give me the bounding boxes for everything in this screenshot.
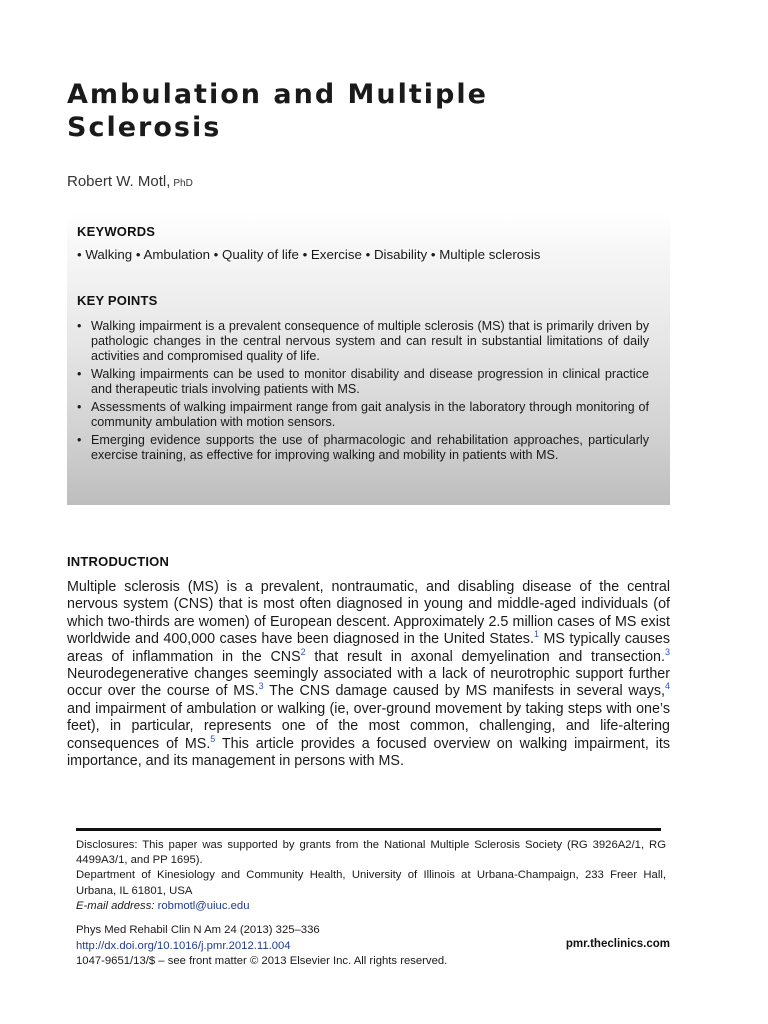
- email-link[interactable]: robmotl@uiuc.edu: [157, 899, 250, 912]
- bullet-icon: •: [77, 367, 82, 381]
- key-points-heading: KEY POINTS: [77, 293, 158, 308]
- introduction-paragraph: [67, 579, 670, 770]
- intro-text: Neurodegenerative changes seemingly associated with a lack of neurotrophic support further occur over the course of MS.: [67, 666, 670, 700]
- copyright-line: 1047-9651/13/$ – see front matter © 2013 Elsevier Inc. All rights reserved.: [76, 955, 448, 967]
- intro-text: MS typically causes areas of inflammation in the CNS: [67, 631, 671, 665]
- journal-site: pmr.theclinics.com: [565, 938, 670, 950]
- email-line: [76, 899, 666, 914]
- reference-link[interactable]: 4: [664, 681, 670, 692]
- affiliation-note: Department of Kinesiology and Community Health, University of Illinois at Urbana-Champaign, 233 Freer Hall, Urbana, IL 61801, USA: [76, 869, 666, 897]
- key-point-item: [77, 400, 649, 430]
- key-point-text: Walking impairment is a prevalent consequence of multiple sclerosis (MS) that is primarily driven by pathologic changes in the central nervous system and can result in substantial limitations of daily activities and compromised quality of life.: [91, 319, 649, 363]
- intro-text: This article provides a focused overview on walking impairment, its importance, and its management in persons with MS.: [67, 735, 670, 770]
- intro-text: The CNS damage caused by MS manifests in several ways,: [263, 683, 665, 700]
- intro-text: and impairment of ambulation or walking (ie, over-ground movement by taking steps with one’s feet), in particular, represents one of the most common, challenging, and life-altering consequences of MS.: [67, 700, 670, 752]
- intro-text: that result in axonal demyelination and transection.: [305, 648, 665, 665]
- bullet-icon: •: [77, 319, 82, 333]
- reference-link[interactable]: 3: [258, 681, 264, 692]
- key-point-text: Assessments of walking impairment range from gait analysis in the laboratory through monitoring of community ambulation with motion sensors.: [91, 400, 649, 429]
- keywords-box: [67, 213, 670, 505]
- title-line-2: Sclerosis: [67, 112, 222, 143]
- doi-link[interactable]: http://dx.doi.org/10.1016/j.pmr.2012.11.004: [76, 939, 291, 952]
- key-points-list: [77, 319, 649, 466]
- disclosures-note: Disclosures: This paper was supported by grants from the National Multiple Sclerosis Society (RG 3926A2/1, RG 4499A3/1, and PP 1695).: [76, 839, 666, 867]
- footnotes: [76, 838, 666, 914]
- key-point-item: [77, 319, 649, 364]
- key-point-text: Walking impairments can be used to monitor disability and disease progression in clinical practice and therapeutic trials involving patients with MS.: [91, 367, 649, 396]
- footnote-divider: [76, 828, 661, 831]
- author-line: [67, 173, 193, 190]
- reference-link[interactable]: 3: [664, 646, 670, 657]
- introduction-heading: INTRODUCTION: [67, 554, 170, 569]
- reference-link[interactable]: 5: [210, 733, 216, 744]
- author-degree: PhD: [173, 178, 193, 189]
- email-label: E-mail address:: [76, 899, 155, 912]
- key-point-text: Emerging evidence supports the use of pharmacologic and rehabilitation approaches, particularly exercise training, as effective for improving walking and mobility in patients with MS.: [91, 433, 649, 462]
- article-title: [67, 78, 687, 144]
- author-name: Robert W. Motl,: [67, 173, 171, 190]
- reference-link[interactable]: 2: [300, 646, 306, 657]
- key-point-item: [77, 367, 649, 397]
- keywords-heading: KEYWORDS: [77, 224, 156, 239]
- title-line-1: Ambulation and Multiple: [67, 79, 488, 110]
- keywords-list: • Walking • Ambulation • Quality of life • Exercise • Disability • Multiple sclerosis: [77, 247, 541, 262]
- reference-link[interactable]: 1: [533, 629, 539, 640]
- bullet-icon: •: [77, 400, 82, 414]
- intro-text: Multiple sclerosis (MS) is a prevalent, nontraumatic, and disabling disease of the central nervous system (CNS) that is most often diagnosed in young and middle-aged individuals (of which two-thirds are women) of European descent. Approximately 2.5 million cases of MS exist worldwide and 400,000 cases have been diagnosed in the United States.: [67, 579, 670, 648]
- bullet-icon: •: [77, 433, 82, 447]
- journal-citation: Phys Med Rehabil Clin N Am 24 (2013) 325–336: [76, 924, 320, 936]
- key-point-item: [77, 433, 649, 463]
